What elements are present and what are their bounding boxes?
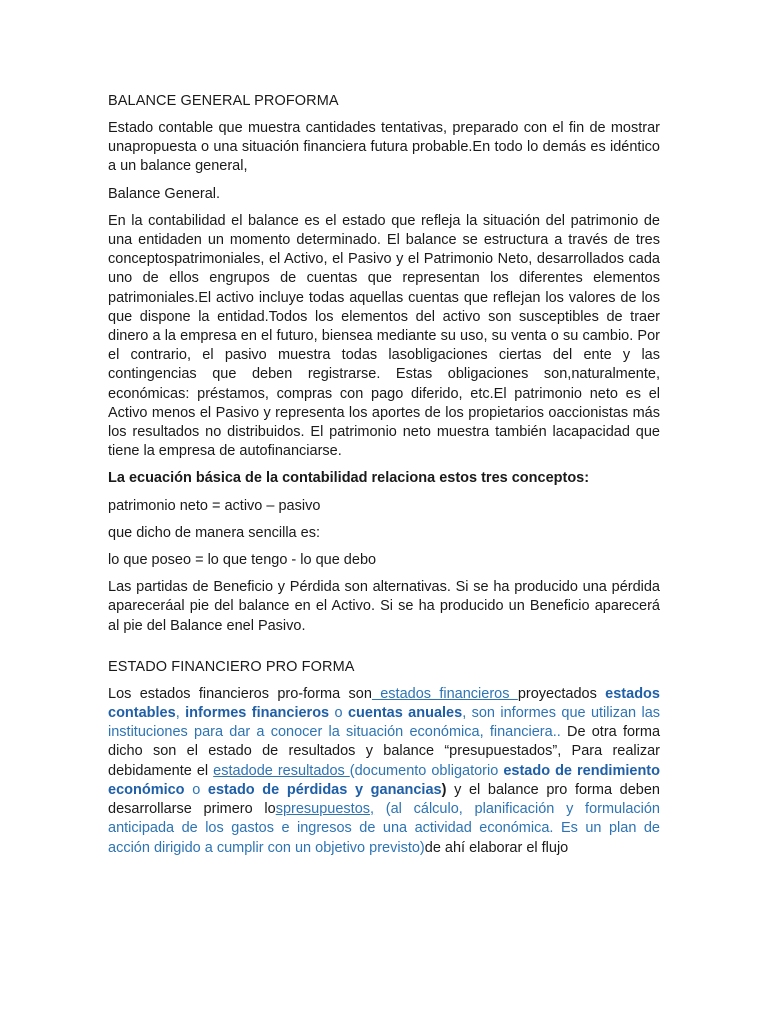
text-run: De otra forma dicho son el estado de resultados y balance “presupuestados”, Para realizar debidamente el — [108, 724, 661, 779]
text-run: o — [329, 705, 348, 722]
text-run: (al cálculo, planificación y formulación anticipada de los gastos e ingresos de una actividad económica. Es un plan de acción dirigido a cumplir con un objetivo previsto) — [108, 801, 660, 856]
link-estados-financieros[interactable]: estados financieros — [371, 685, 518, 702]
link-estado-de-resultados[interactable]: estadode resultados — [213, 762, 350, 779]
paragraph-equation: patrimonio neto = activo – pasivo — [108, 497, 321, 514]
spacer — [108, 644, 660, 658]
paragraph-estados-proforma — [108, 685, 660, 858]
term-informes-financieros: informes financieros — [185, 705, 330, 722]
paragraph-balance-general: Balance General. — [108, 185, 221, 202]
link-presupuestos[interactable]: spresupuestos, — [275, 801, 375, 818]
text-run: o — [184, 781, 208, 798]
paragraph-equation-intro: La ecuación básica de la contabilidad relaciona estos tres conceptos: — [108, 470, 590, 487]
paragraph-definition: Estado contable que muestra cantidades tentativas, preparado con el fin de mostrar unapropuesta o una situación financiera futura probable.En todo lo demás es idéntico a un balance general, — [108, 120, 660, 175]
term-cuentas-anuales: cuentas anuales — [347, 705, 463, 722]
text-run: (documento obligatorio — [349, 762, 504, 779]
term-estado-rendimiento: estado de rendimiento económico — [108, 762, 660, 798]
term-estado-perdidas-ganancias: estado de pérdidas y ganancias — [207, 781, 442, 798]
text-run: y el balance pro forma deben desarrollarse primero lo — [108, 781, 660, 818]
section-title-balance-proforma: BALANCE GENERAL PROFORMA — [108, 93, 339, 109]
text-run: proyectados — [517, 685, 606, 702]
text-run: Los estados financieros pro-forma son — [108, 685, 372, 702]
text-run: , — [175, 705, 186, 722]
paragraph-beneficio-perdida: Las partidas de Beneficio y Pérdida son alternativas. Si se ha producido una pérdida apareceráal pie del balance en el Activo. Si se ha producido un Beneficio aparecerá al pie del Balance enel Pasivo. — [108, 579, 660, 634]
term-estados-contables: estados contables — [108, 685, 660, 722]
text-run: ) — [441, 781, 447, 798]
paragraph-balance-explanation: En la contabilidad el balance es el estado que refleja la situación del patrimonio de una entidaden un momento determinado. El balance se estructura a través de tres conceptospatrimoniales, el Activo, el Pasivo y el Patrimonio Neto, desarrollados cada uno de ellos engrupos de cuentas que representan los diferentes elementos patrimoniales.El activo incluye todas aquellas cuentas que reflejan los valores de los que dispone la entidad.Todos los elementos del activo son susceptibles de traer dinero a la empresa en el futuro, biensea mediante su uso, su venta o su cambio. Por el contrario, el pasivo muestra todas lasobligaciones ciertas del ente y las contingencias que deben registrarse. Estas obligaciones son,naturalmente, económicas: préstamos, compras con pago diferido, etc.El patrimonio neto es el Activo menos el Pasivo y representa los aportes de los propietarios oaccionistas más los resultados no distribuidos. El patrimonio neto muestra también lacapacidad que tiene la empresa de autofinanciarse. — [108, 212, 660, 460]
paragraph-simple-intro: que dicho de manera sencilla es: — [108, 524, 320, 541]
text-run: de ahí elaborar el flujo — [424, 839, 569, 856]
paragraph-simple-equation: lo que poseo = lo que tengo - lo que debo — [108, 552, 377, 569]
text-run: , son informes que utilizan las instituciones para dar a conocer la situación económica, financiera.. — [108, 705, 661, 741]
section-title-estado-proforma: ESTADO FINANCIERO PRO FORMA — [108, 658, 355, 675]
